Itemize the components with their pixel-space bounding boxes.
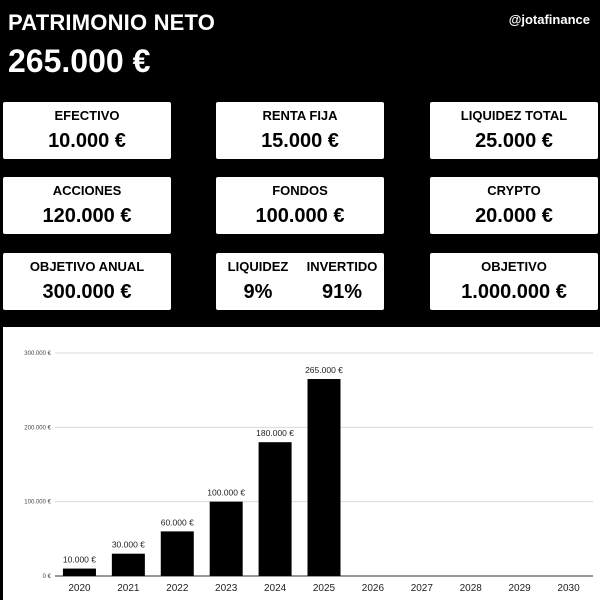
card-objetivo [430, 253, 598, 310]
card-label: OBJETIVO ANUAL [29, 259, 145, 274]
card-efectivo [3, 102, 171, 159]
card-value: 300.000 € [42, 281, 132, 303]
card-value: 91% [321, 281, 363, 303]
liquidez-section [216, 253, 300, 310]
card-label: LIQUIDEZ [227, 259, 289, 274]
card-label: INVERTIDO [306, 259, 378, 274]
x-tick-label: 2026 [361, 583, 385, 594]
x-tick-label: 2029 [508, 583, 531, 594]
card-acciones [3, 177, 171, 234]
card-value: 15.000 € [261, 130, 339, 152]
card-crypto [430, 177, 598, 234]
card-value: 10.000 € [48, 130, 126, 152]
card-label: FONDOS [272, 183, 328, 198]
x-tick-label: 2025 [312, 583, 336, 594]
bar [161, 531, 194, 576]
card-value: 20.000 € [475, 205, 553, 227]
data-label: 100.000 € [207, 487, 246, 498]
data-label: 265.000 € [305, 365, 343, 376]
card-fondos [216, 177, 384, 234]
invertido-section [300, 253, 384, 310]
card-label: ACCIONES [52, 183, 122, 198]
net-worth-total: 265.000 € [8, 43, 151, 79]
bar-chart-svg [3, 327, 600, 600]
page-title: PATRIMONIO NETO [8, 10, 216, 35]
card-liquidez-invertido [216, 253, 384, 310]
x-tick-label: 2020 [68, 583, 91, 594]
card-label: RENTA FIJA [262, 108, 338, 123]
card-label: LIQUIDEZ TOTAL [460, 108, 568, 123]
net-worth-chart [3, 327, 600, 600]
y-tick-label: 300.000 € [24, 351, 51, 357]
data-label: 180.000 € [256, 428, 295, 439]
bar [63, 569, 96, 576]
x-tick-label: 2024 [263, 583, 287, 594]
card-renta-fija [216, 102, 384, 159]
x-tick-label: 2027 [410, 583, 433, 594]
card-value: 25.000 € [475, 130, 553, 152]
social-handle: @jotafinance [508, 12, 590, 27]
card-label: OBJETIVO [481, 259, 547, 274]
y-tick-label: 0 € [42, 574, 51, 580]
bar [112, 554, 145, 576]
card-label: CRYPTO [487, 183, 541, 198]
card-value: 9% [243, 281, 273, 303]
x-tick-label: 2021 [117, 583, 140, 594]
card-value: 1.000.000 € [461, 281, 567, 303]
card-objetivo-anual [3, 253, 171, 310]
bar [210, 502, 243, 576]
card-value: 120.000 € [42, 205, 132, 227]
data-label: 60.000 € [160, 517, 194, 528]
x-tick-label: 2023 [215, 583, 238, 594]
card-liquidez-total [430, 102, 598, 159]
x-tick-label: 2030 [557, 583, 580, 594]
card-value: 100.000 € [255, 205, 345, 227]
data-label: 10.000 € [62, 554, 97, 565]
bar [308, 379, 341, 576]
y-tick-label: 200.000 € [24, 425, 51, 432]
x-tick-label: 2022 [166, 583, 189, 594]
bar [259, 442, 292, 576]
card-label: EFECTIVO [54, 108, 120, 123]
y-tick-label: 100.000 € [24, 499, 51, 506]
data-label: 30.000 € [111, 539, 145, 550]
x-tick-label: 2028 [459, 583, 482, 594]
